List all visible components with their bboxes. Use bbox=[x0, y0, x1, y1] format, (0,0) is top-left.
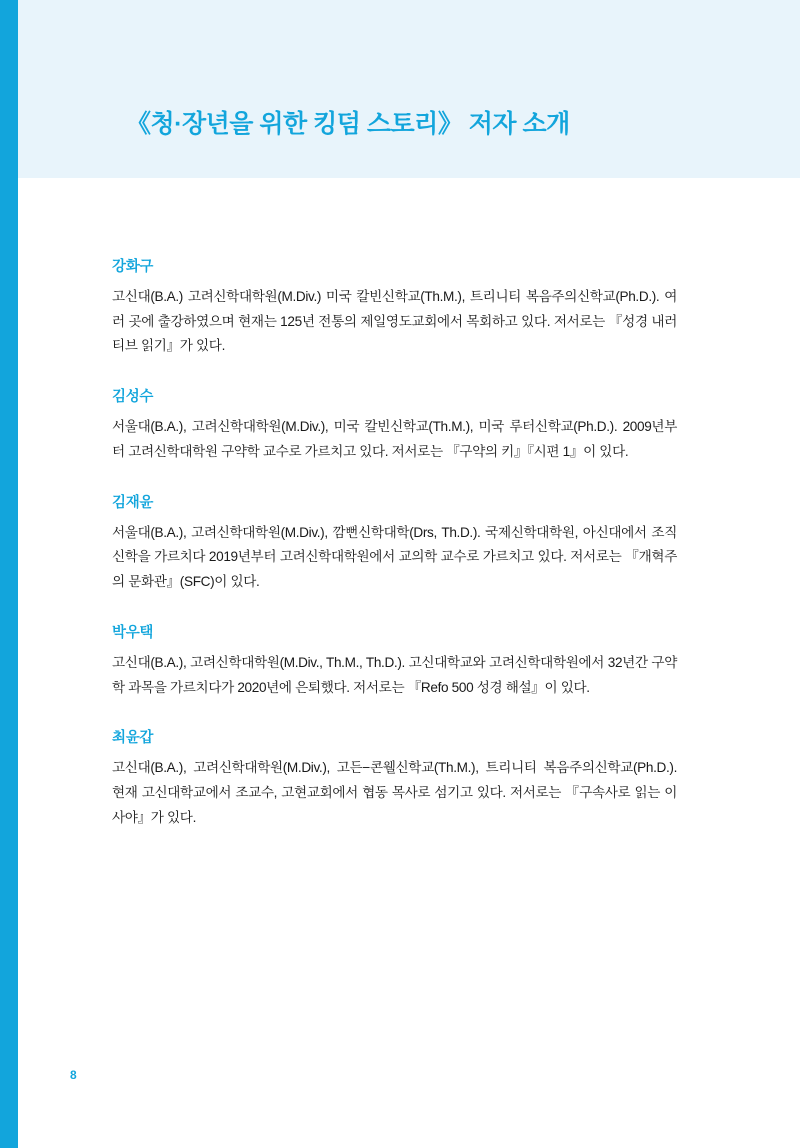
author-bio: 고신대(B.A.), 고려신학대학원(M.Div., Th.M., Th.D.). 고신대학교와 고려신학대학원에서 32년간 구약학 과목을 가르치다가 2020년에 은퇴했다. 저서로는 『Refo 500 성경 해설』이 있다. bbox=[112, 654, 677, 695]
author-name: 김재윤 bbox=[112, 494, 154, 511]
author-bio: 서울대(B.A.), 고려신학대학원(M.Div.), 깜뻔신학대학(Drs, Th.D.). 국제신학대학원, 아신대에서 조직신학을 가르치다 2019년부터 고려신학대학원에서 교의학 교수로 가르치고 있다. 저서로는 『개혁주의 문화관』(SFC)이 있다. bbox=[112, 524, 677, 590]
author-bio: 고신대(B.A.) 고려신학대학원(M.Div.) 미국 칼빈신학교(Th.M.), 트리니티 복음주의신학교(Ph.D.). 여러 곳에 출강하였으며 현재는 125년 전통의 제일영도교회에서 목회하고 있다. 저서로는 『성경 내러티브 읽기』가 있다. bbox=[112, 289, 677, 354]
author-entry bbox=[112, 621, 677, 700]
author-name: 강화구 bbox=[112, 259, 154, 275]
author-bio: 고신대(B.A.), 고려신학대학원(M.Div.), 고든−콘웰신학교(Th.M.), 트리니티 복음주의신학교(Ph.D.). 현재 고신대학교에서 조교수, 고현교회에서 협동 목사로 섬기고 있다. 저서로는 『구속사로 읽는 이사야』가 있다. bbox=[112, 760, 677, 825]
author-bio: 서울대(B.A.), 고려신학대학원(M.Div.), 미국 칼빈신학교(Th.M.), 미국 루터신학교(Ph.D.). 2009년부터 고려신학대학원 구약학 교수로 가르치고 있다. 저서로는 『구약의 키』『시편 1』이 있다. bbox=[112, 419, 677, 459]
left-accent-bar bbox=[0, 0, 18, 1148]
header-band bbox=[18, 0, 800, 178]
author-entry bbox=[112, 491, 677, 595]
author-list bbox=[112, 255, 677, 857]
page-title: 《청·장년을 위한 킹덤 스토리》 저자 소개 bbox=[126, 110, 570, 138]
author-entry bbox=[112, 255, 677, 359]
author-name: 김성수 bbox=[112, 389, 154, 406]
author-name: 박우택 bbox=[112, 624, 154, 641]
author-entry bbox=[112, 385, 677, 464]
page-number: 8 bbox=[70, 1068, 77, 1082]
author-name: 최윤갑 bbox=[112, 730, 154, 747]
author-entry bbox=[112, 726, 677, 830]
